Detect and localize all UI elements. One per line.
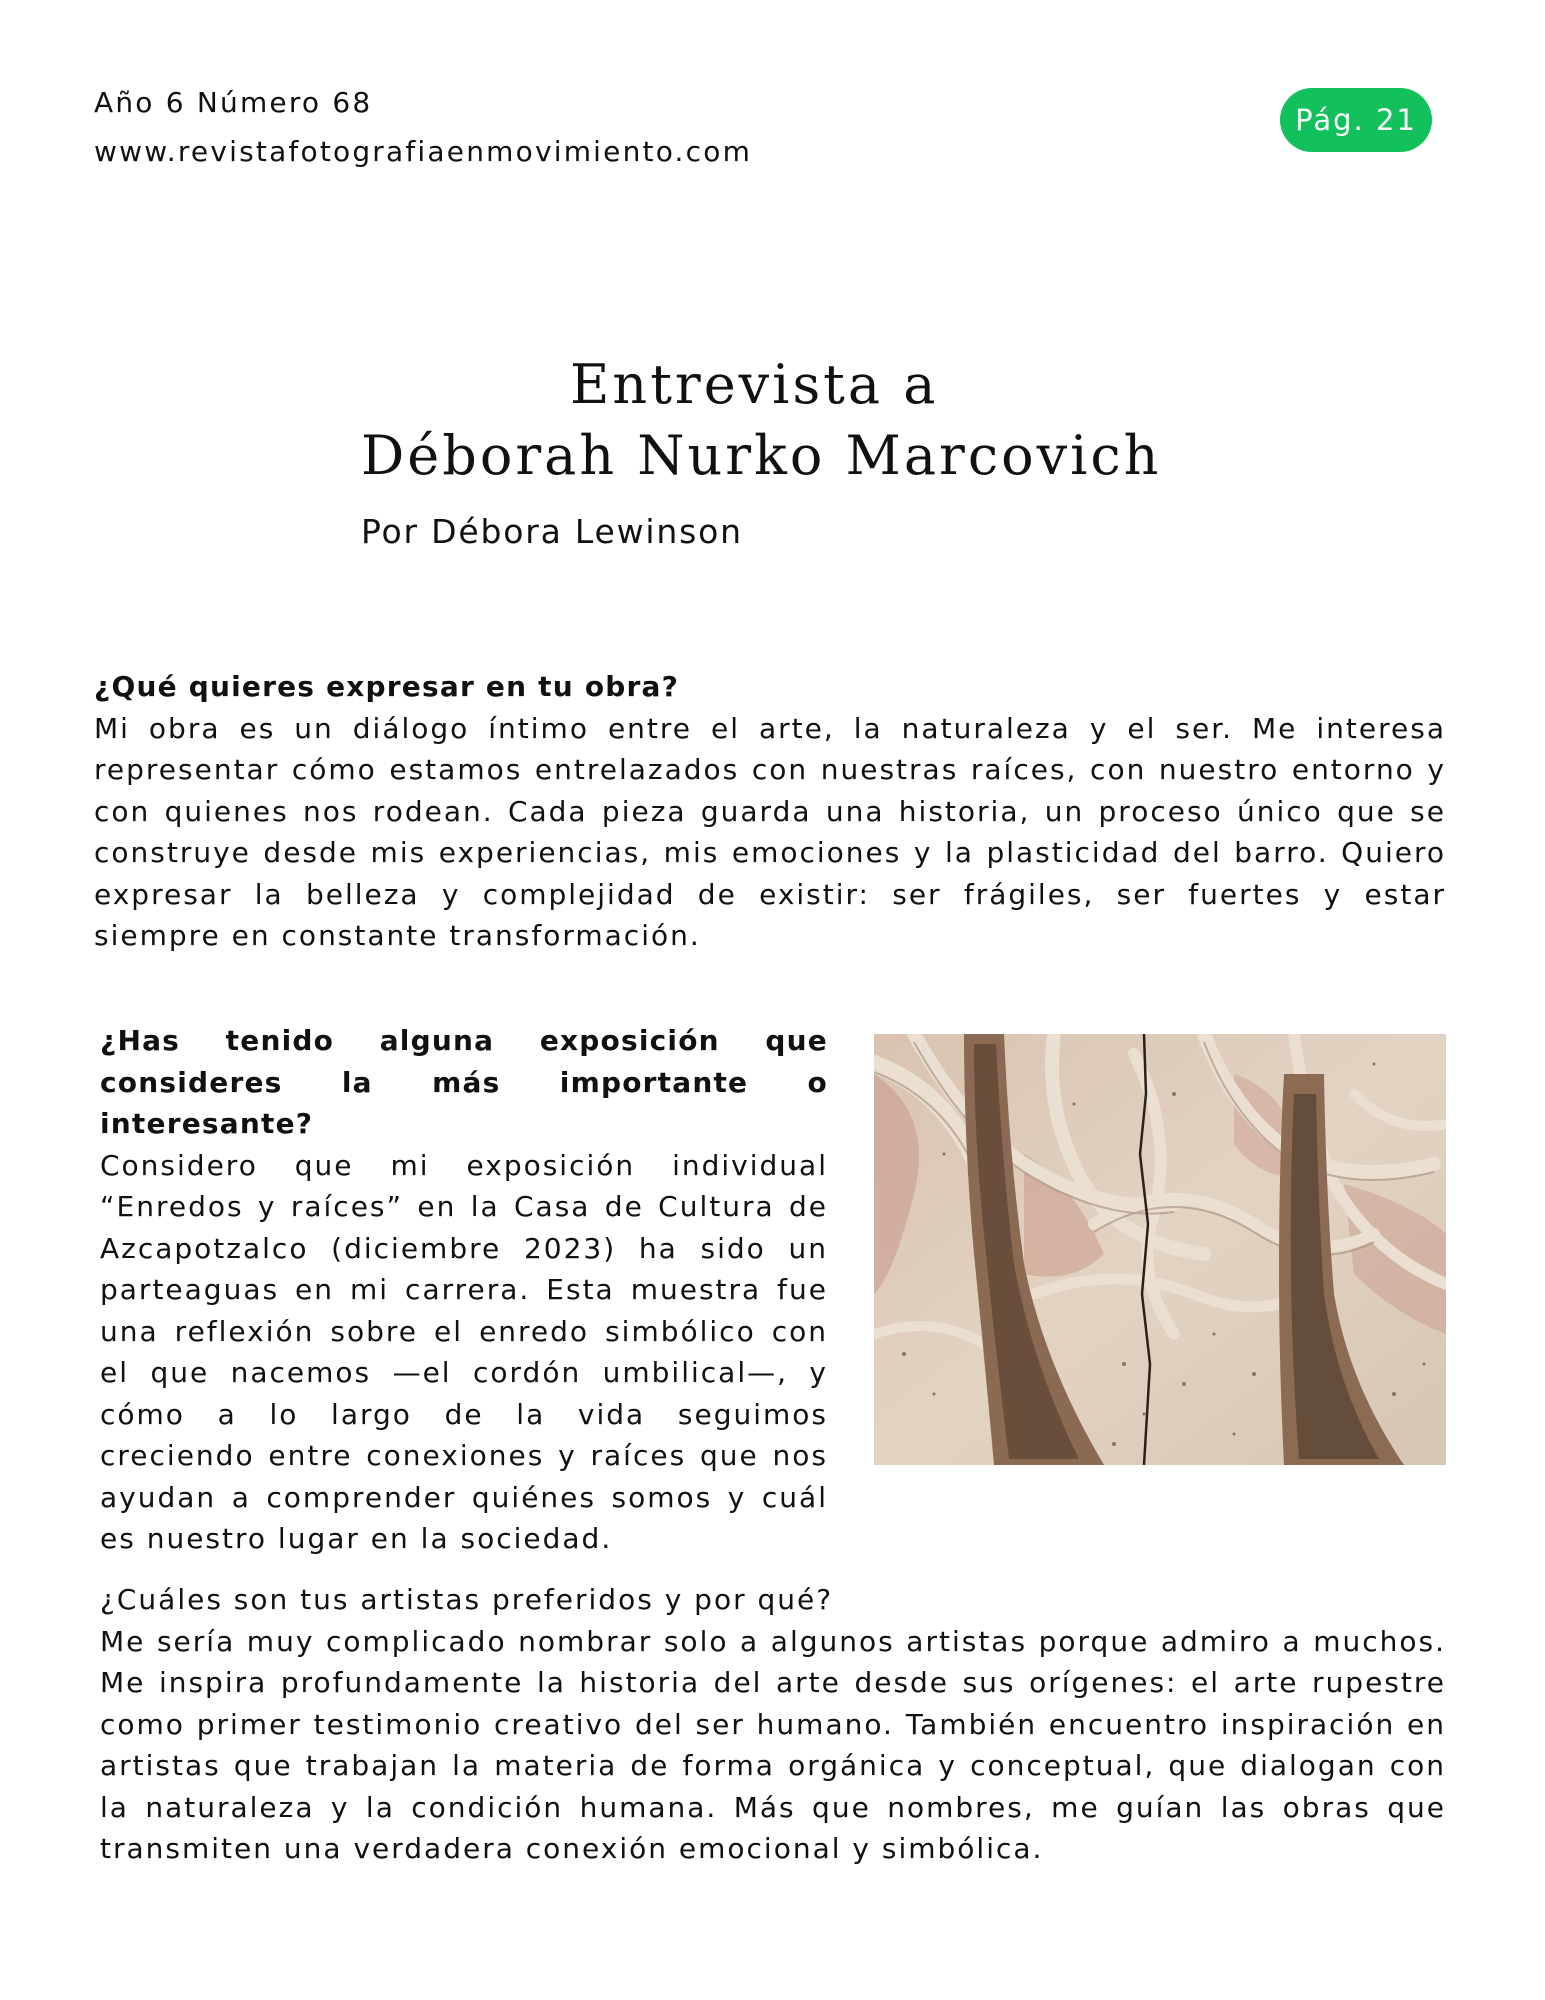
page-number-badge: Pág. 21 <box>1280 88 1432 152</box>
answer-paragraph: Me sería muy complicado nombrar solo a algunos artistas porque admiro a muchos. Me inspira profundamente la historia del arte desde sus orígenes: el arte rupestre como primer testimonio creativo del ser humano. También encuentro inspiración en artistas que trabajan la materia de forma orgánica y conceptual, que dialogan con la naturaleza y la condición humana. Más que nombres, me guían las obras que transmiten una verdadera conexión emocional y simbólica. <box>100 1624 1446 1865</box>
question-heading: ¿Cuáles son tus artistas preferidos y por qué? <box>100 1583 834 1616</box>
qa-section-artists <box>100 1579 1446 1870</box>
article-title-line-1: Entrevista a <box>570 353 939 416</box>
answer-paragraph: Mi obra es un diálogo íntimo entre el arte, la naturaleza y el ser. Me interesa representar cómo estamos entrelazados con nuestras raíces, con nuestro entorno y con quienes nos rodean. Cada pieza guarda una historia, un proceso único que se construye desde mis experiencias, mis emociones y la plasticidad del barro. Quiero expresar la belleza y complejidad de existir: ser frágiles, ser fuertes y estar siempre en constante transformación. <box>94 711 1446 952</box>
question-heading: ¿Has tenido alguna exposición que consideres la más importante o interesante? <box>100 1024 828 1140</box>
qa-section-expression <box>94 666 1446 957</box>
issue-number: Año 6 Número 68 <box>94 86 373 119</box>
byline: Por Débora Lewinson <box>361 512 743 551</box>
website-url[interactable]: www.revistafotografiaenmovimiento.com <box>94 135 753 168</box>
qa-section-exhibition <box>100 1020 828 1560</box>
answer-paragraph: Considero que mi exposición individual “Enredos y raíces” en la Casa de Cultura de Azcapotzalco (diciembre 2023) ha sido un parteaguas en mi carrera. Esta muestra fue una reflexión sobre el enredo simbólico con el que nacemos —el cordón umbilical—, y cómo a lo largo de la vida seguimos creciendo entre conexiones y raíces que nos ayudan a comprender quiénes somos y cuál es nuestro lugar en la sociedad. <box>100 1148 828 1555</box>
article-title-line-2: Déborah Nurko Marcovich <box>361 424 1162 487</box>
ceramic-relief-photo <box>874 1034 1446 1465</box>
question-heading: ¿Qué quieres expresar en tu obra? <box>94 670 680 703</box>
